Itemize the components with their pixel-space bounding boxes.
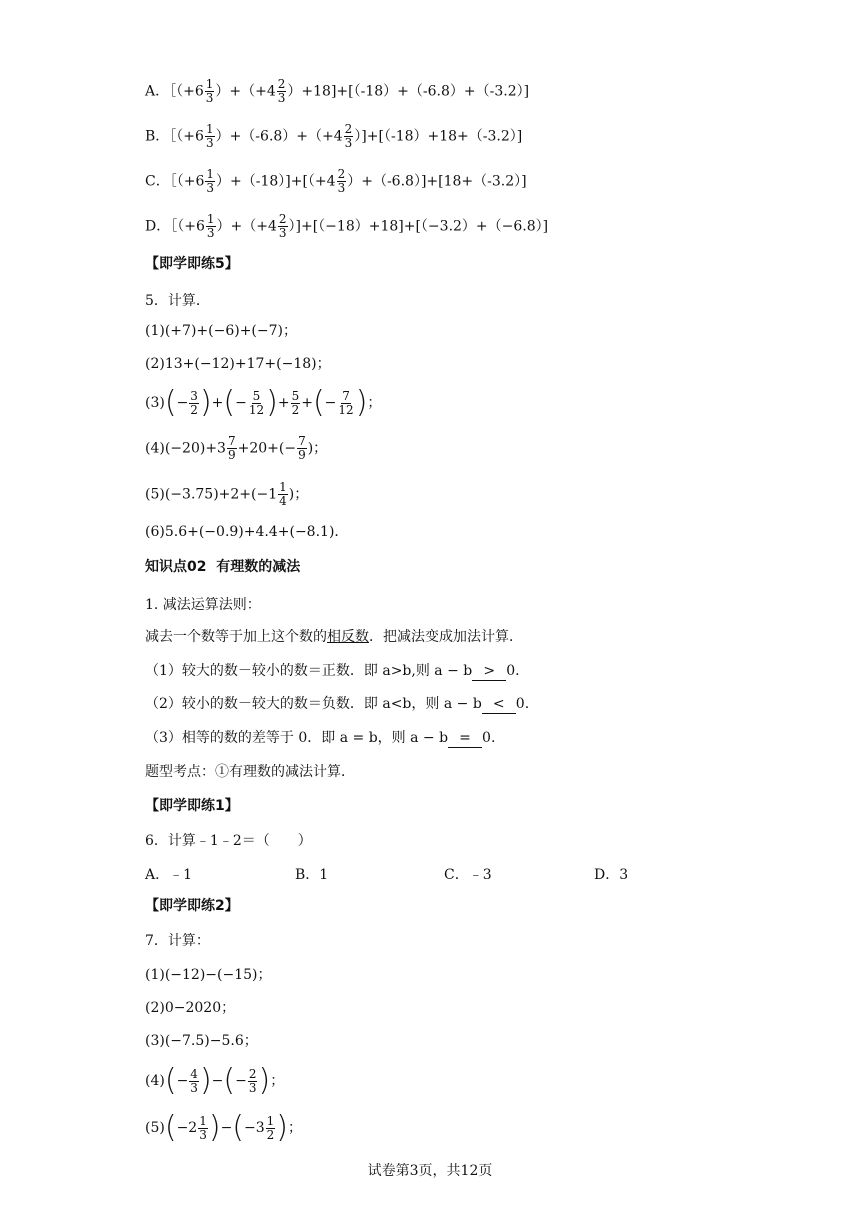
q7-item-4: (4)(− $\frac{4}{3}$ )−(− $\frac{2}{3}$ )； — [145, 1063, 285, 1098]
rule-answer: 相反数 — [327, 629, 369, 645]
exercise1-heading: 【即学即练1】 — [145, 798, 239, 814]
q6-choice-b: B．1 — [295, 867, 329, 883]
rule-post: ．把减法变成加法计算． — [369, 629, 523, 645]
page-footer: 试卷第3页，共12页 — [367, 1163, 493, 1179]
q5-item-5: (5)(−3.75)+2+(−1 $\frac{1}{4}$ )； — [145, 480, 309, 508]
fraction: $\frac{7}{12}$ — [338, 388, 354, 417]
fraction: $\frac{7}{9}$ — [298, 434, 306, 462]
fraction: $\frac{1}{3}$ — [206, 167, 214, 195]
q5-item-6 — [145, 523, 348, 541]
q5-item-3: (3)(− $\frac{3}{2}$ )+(− $\frac{5}{12}$ )+ $\frac{5}{2}$ +(− $\frac{7}{12}$ )； — [145, 385, 382, 420]
q7-item-1: (1)(−12)−(−15)； — [145, 967, 272, 983]
rule2-answer: < — [482, 695, 516, 714]
q6-stem: 6．计算﹣1﹣2＝（ ） — [145, 833, 312, 849]
item-number: (3) — [145, 395, 165, 411]
expression: 13+(−12)+17+(−18)； — [164, 356, 331, 372]
item-number: (5) — [145, 1120, 165, 1136]
q7-item-2: (2)0−2020； — [145, 1000, 236, 1016]
fraction: $\frac{1}{3}$ — [205, 122, 214, 150]
q5-item-1 — [145, 322, 297, 340]
fraction: $\frac{1}{4}$ — [279, 480, 287, 508]
fraction: $\frac{2}{3}$ — [277, 77, 286, 105]
rule-text — [145, 628, 523, 646]
fraction: $\frac{2}{3}$ — [337, 167, 346, 195]
q7-item-3: (3)(−7.5)−5.6； — [145, 1033, 258, 1049]
exercise2-heading: 【即学即练2】 — [145, 898, 239, 914]
q7-title: 7．计算： — [145, 933, 210, 949]
exam-point: 题型考点：①有理数的减法计算． — [145, 764, 355, 780]
rule-2 — [145, 695, 529, 714]
item-number: (5) — [145, 486, 165, 503]
fraction: $\frac{3}{2}$ — [190, 388, 198, 417]
expression: 5.6+(−0.9)+4.4+(−8.1)． — [164, 524, 349, 540]
fraction: $\frac{1}{3}$ — [199, 1113, 207, 1142]
kp-title: 有理数的减法 — [216, 559, 301, 575]
q5-item-4: (4)(−20)+3 $\frac{7}{9}$ +20+(− $\frac{7}{9}$ )； — [145, 434, 328, 462]
rule1-text: （1）较大的数－较小的数＝正数．即 a>b,则 a − b — [145, 663, 473, 679]
q4-option-c: C．［（+6 $\frac{1}{3}$ ）+（-18）]+[（+4 $\frac{2}{3}$ ）+（-6.8）]+[18+（-3.2）] — [145, 167, 527, 195]
q6-choice-c: C．﹣3 — [444, 867, 492, 883]
rule-pre: 减去一个数等于加上这个数的 — [145, 629, 327, 645]
fraction: $\frac{2}{3}$ — [278, 212, 287, 240]
rule3-post: 0. — [482, 730, 496, 746]
option-label: A． — [145, 83, 170, 100]
q4-option-b: B．［（+6 $\frac{1}{3}$ ）+（-6.8）+（+4 $\frac{2}{3}$ ）]+[（-18）+18+（-3.2）] — [145, 122, 523, 150]
expression: (+7)+(−6)+(−7)； — [164, 323, 297, 339]
q6-choice-d: D．3 — [594, 867, 629, 883]
knowledge-point-heading — [145, 558, 300, 576]
fraction: $\frac{4}{3}$ — [190, 1066, 198, 1095]
rule3-text: （3）相等的数的差等于 0．即 a = b，则 a − b — [145, 730, 449, 746]
rule1-answer: > — [472, 662, 506, 681]
fraction: $\frac{5}{12}$ — [248, 388, 265, 417]
fraction: $\frac{7}{9}$ — [227, 434, 236, 462]
option-label: B． — [145, 128, 170, 145]
q5-title: 5．计算． — [145, 293, 210, 309]
item-number: (1) — [145, 323, 165, 339]
exercise5-heading: 【即学即练5】 — [145, 256, 239, 272]
fraction: $\frac{2}{3}$ — [344, 122, 353, 150]
rule3-answer: = — [448, 729, 482, 748]
rule2-text: （2）较小的数－较大的数＝负数．即 a<b，则 a − b — [145, 696, 482, 712]
rule2-post: 0. — [515, 696, 530, 712]
fraction: $\frac{2}{3}$ — [248, 1066, 257, 1095]
fraction: $\frac{1}{3}$ — [206, 212, 215, 240]
item-number: (2) — [145, 356, 165, 372]
rule-title: 1. 减法运算法则： — [145, 597, 261, 613]
item-number: (6) — [145, 524, 165, 540]
option-label: C． — [145, 173, 170, 190]
item-number: (4) — [145, 440, 165, 457]
q5-item-2 — [145, 355, 331, 373]
kp-label: 知识点02 — [145, 559, 207, 575]
fraction: $\frac{5}{2}$ — [291, 388, 300, 417]
q6-choice-a: A．﹣1 — [145, 867, 193, 883]
q7-item-5: (5)(−2 $\frac{1}{3}$ )−(−3 $\frac{1}{2}$ )； — [145, 1110, 303, 1145]
q4-option-a: A．［（+6 $\frac{1}{3}$ ）+（+4 $\frac{2}{3}$ ）+18]+[（-18）+（-6.8）+（-3.2）] — [145, 77, 530, 105]
fraction: $\frac{1}{3}$ — [205, 77, 214, 105]
option-label: D． — [145, 218, 171, 235]
q4-option-d: D．［（+6 $\frac{1}{3}$ ）+（+4 $\frac{2}{3}$ ）]+[（−18）+18]+[（−3.2）+（−6.8）] — [145, 212, 549, 240]
rule1-post: 0. — [506, 663, 520, 679]
item-number: (4) — [145, 1073, 165, 1089]
rule-1 — [145, 662, 520, 681]
fraction: $\frac{1}{2}$ — [266, 1113, 275, 1142]
rule-3 — [145, 729, 495, 748]
